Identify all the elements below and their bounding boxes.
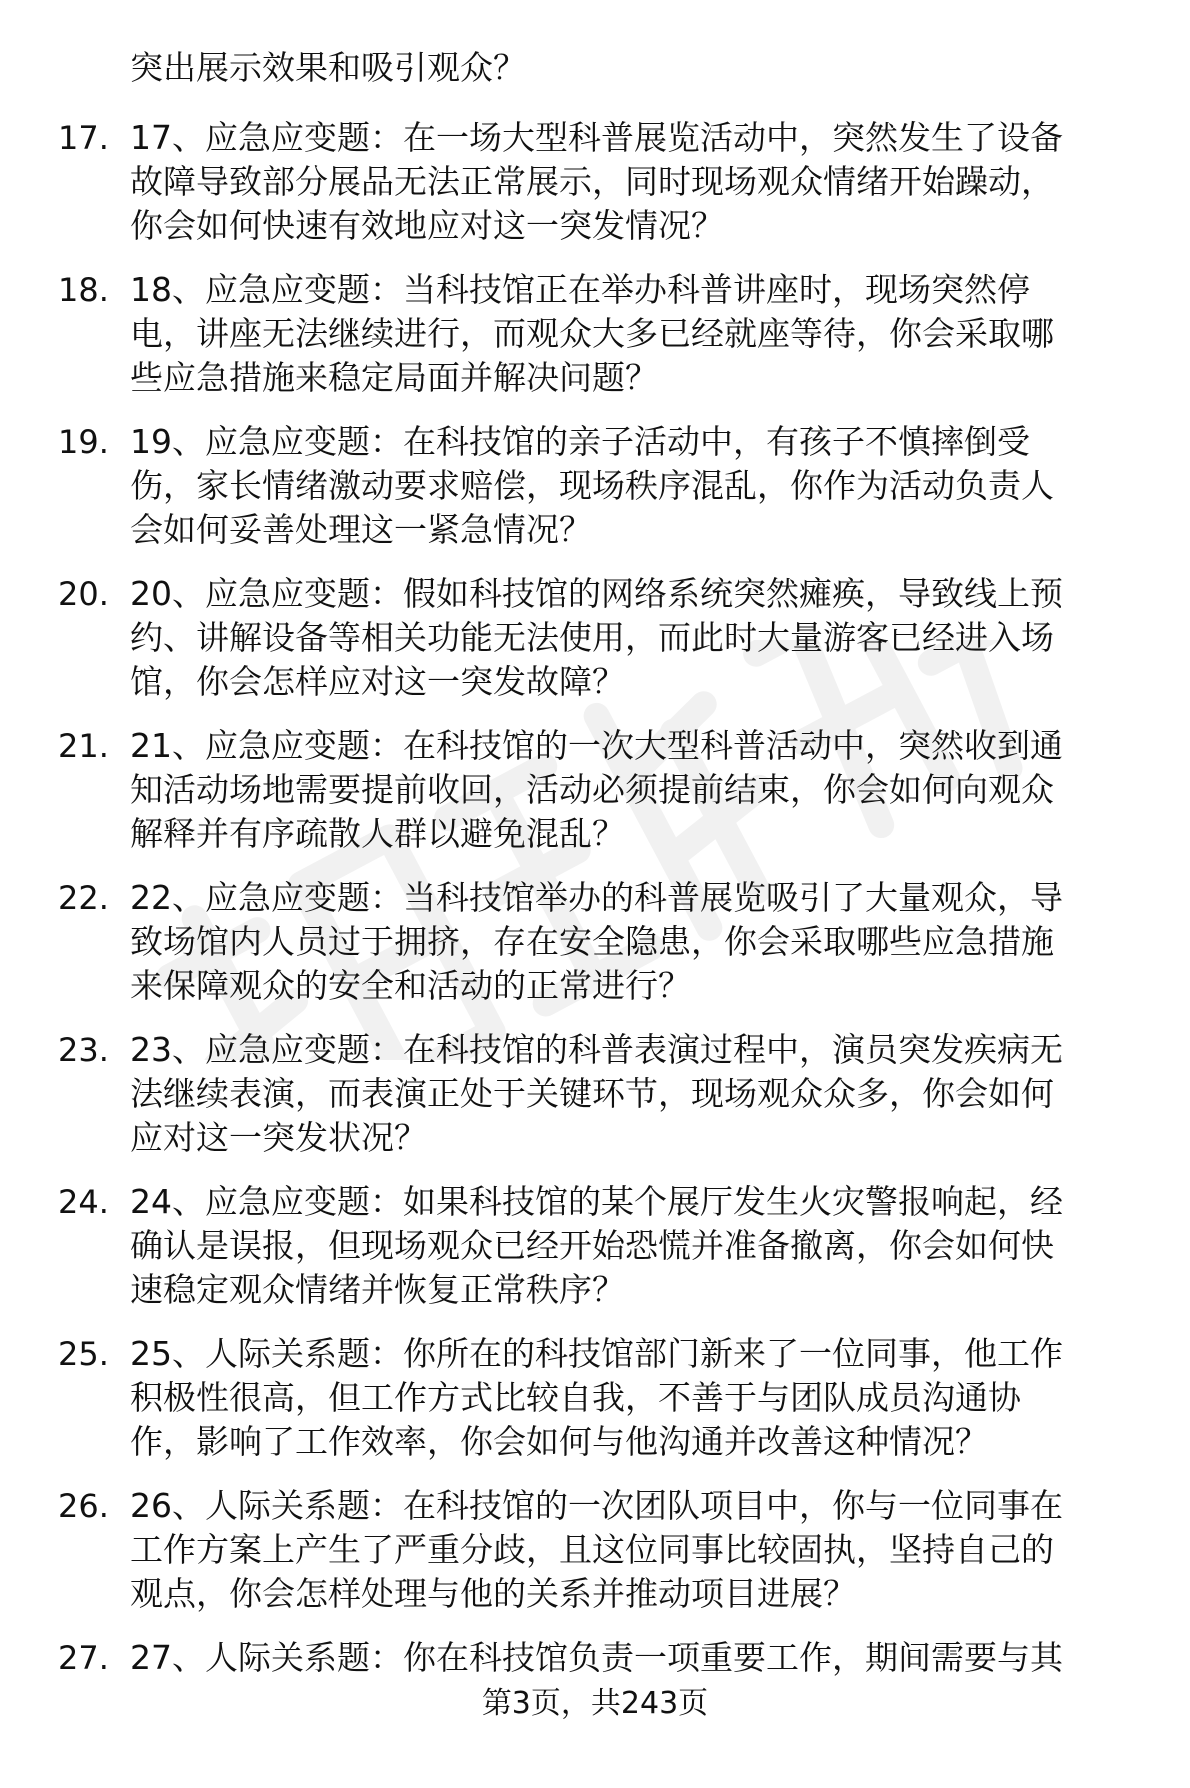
item-text [130,116,1165,248]
item-number: 17. [58,119,109,157]
item-text [130,268,1165,400]
item-text-line: 19、应急应变题：在科技馆的亲子活动中，有孩子不慎摔倒受 [130,422,1030,461]
item-text-line: 约、讲解设备等相关功能无法使用，而此时大量游客已经进入场 [130,618,1054,657]
item-text-line: 你会如何快速有效地应对这一突发情况？ [130,206,724,245]
item-number: 25. [58,1335,109,1373]
item-number: 20. [58,575,109,613]
list-item [0,1332,1190,1484]
list-item [0,268,1190,420]
item-text-line: 应对这一突发状况？ [130,1118,427,1157]
item-text-line: 故障导致部分展品无法正常展示，同时现场观众情绪开始躁动， [130,162,1054,201]
item-text [130,420,1165,552]
list-item [0,420,1190,572]
item-text [130,1332,1165,1464]
item-number: 23. [58,1031,109,1069]
item-text-line: 工作方案上产生了严重分歧，且这位同事比较固执，坚持自己的 [130,1530,1054,1569]
item-text [130,876,1165,1008]
item-text-line: 积极性很高，但工作方式比较自我，不善于与团队成员沟通协 [130,1378,1021,1417]
item-text-line: 20、应急应变题：假如科技馆的网络系统突然瘫痪，导致线上预 [130,574,1063,613]
page-footer: 第3页，共243页 [481,1686,709,1721]
item-number: 21. [58,727,109,765]
list-item [0,116,1190,268]
list-item [0,1180,1190,1332]
item-text-line: 解释并有序疏散人群以避免混乱？ [130,814,625,853]
item-text-line: 确认是误报，但现场观众已经开始恐慌并准备撤离，你会如何快 [130,1226,1054,1265]
list-item [0,724,1190,876]
item-text-line: 18、应急应变题：当科技馆正在举办科普讲座时，现场突然停 [130,270,1030,309]
item-text-line: 26、人际关系题：在科技馆的一次团队项目中，你与一位同事在 [130,1486,1063,1525]
item-text-line: 电，讲座无法继续进行，而观众大多已经就座等待，你会采取哪 [130,314,1054,353]
item-text-line: 23、应急应变题：在科技馆的科普表演过程中，演员突发疾病无 [130,1030,1063,1069]
continuation-text: 突出展示效果和吸引观众？ [130,48,526,87]
item-text-line: 速稳定观众情绪并恢复正常秩序？ [130,1270,625,1309]
item-text-line: 观点，你会怎样处理与他的关系并推动项目进展？ [130,1574,856,1613]
item-text-line: 27、人际关系题：你在科技馆负责一项重要工作，期间需要与其 [130,1638,1063,1677]
question-list [0,116,1190,1788]
item-text [130,1636,1165,1680]
item-text-line: 来保障观众的安全和活动的正常进行？ [130,966,691,1005]
item-text-line: 会如何妥善处理这一紧急情况？ [130,510,592,549]
item-text-line: 21、应急应变题：在科技馆的一次大型科普活动中，突然收到通 [130,726,1063,765]
item-text-line: 22、应急应变题：当科技馆举办的科普展览吸引了大量观众，导 [130,878,1063,917]
item-text-line: 法继续表演，而表演正处于关键环节，现场观众众多，你会如何 [130,1074,1054,1113]
item-number: 18. [58,271,109,309]
item-number: 19. [58,423,109,461]
list-item [0,876,1190,1028]
item-text [130,1028,1165,1160]
item-number: 22. [58,879,109,917]
item-text-line: 致场馆内人员过于拥挤，存在安全隐患，你会采取哪些应急措施 [130,922,1054,961]
list-item [0,572,1190,724]
item-text-line: 作，影响了工作效率，你会如何与他沟通并改善这种情况？ [130,1422,988,1461]
item-text [130,1484,1165,1616]
item-text [130,724,1165,856]
item-number: 24. [58,1183,109,1221]
item-text-line: 17、应急应变题：在一场大型科普展览活动中，突然发生了设备 [130,118,1063,157]
item-text-line: 知活动场地需要提前收回，活动必须提前结束，你会如何向观众 [130,770,1054,809]
item-text-line: 馆，你会怎样应对这一突发故障？ [130,662,625,701]
item-number: 27. [58,1639,109,1677]
item-text [130,1180,1165,1312]
item-text-line: 些应急措施来稳定局面并解决问题？ [130,358,658,397]
item-number: 26. [58,1487,109,1525]
item-text-line: 25、人际关系题：你所在的科技馆部门新来了一位同事，他工作 [130,1334,1063,1373]
item-text-line: 伤，家长情绪激动要求赔偿，现场秩序混乱，你作为活动负责人 [130,466,1054,505]
item-text [130,572,1165,704]
item-text-line: 24、应急应变题：如果科技馆的某个展厅发生火灾警报响起，经 [130,1182,1063,1221]
list-item [0,1484,1190,1636]
list-item [0,1028,1190,1180]
